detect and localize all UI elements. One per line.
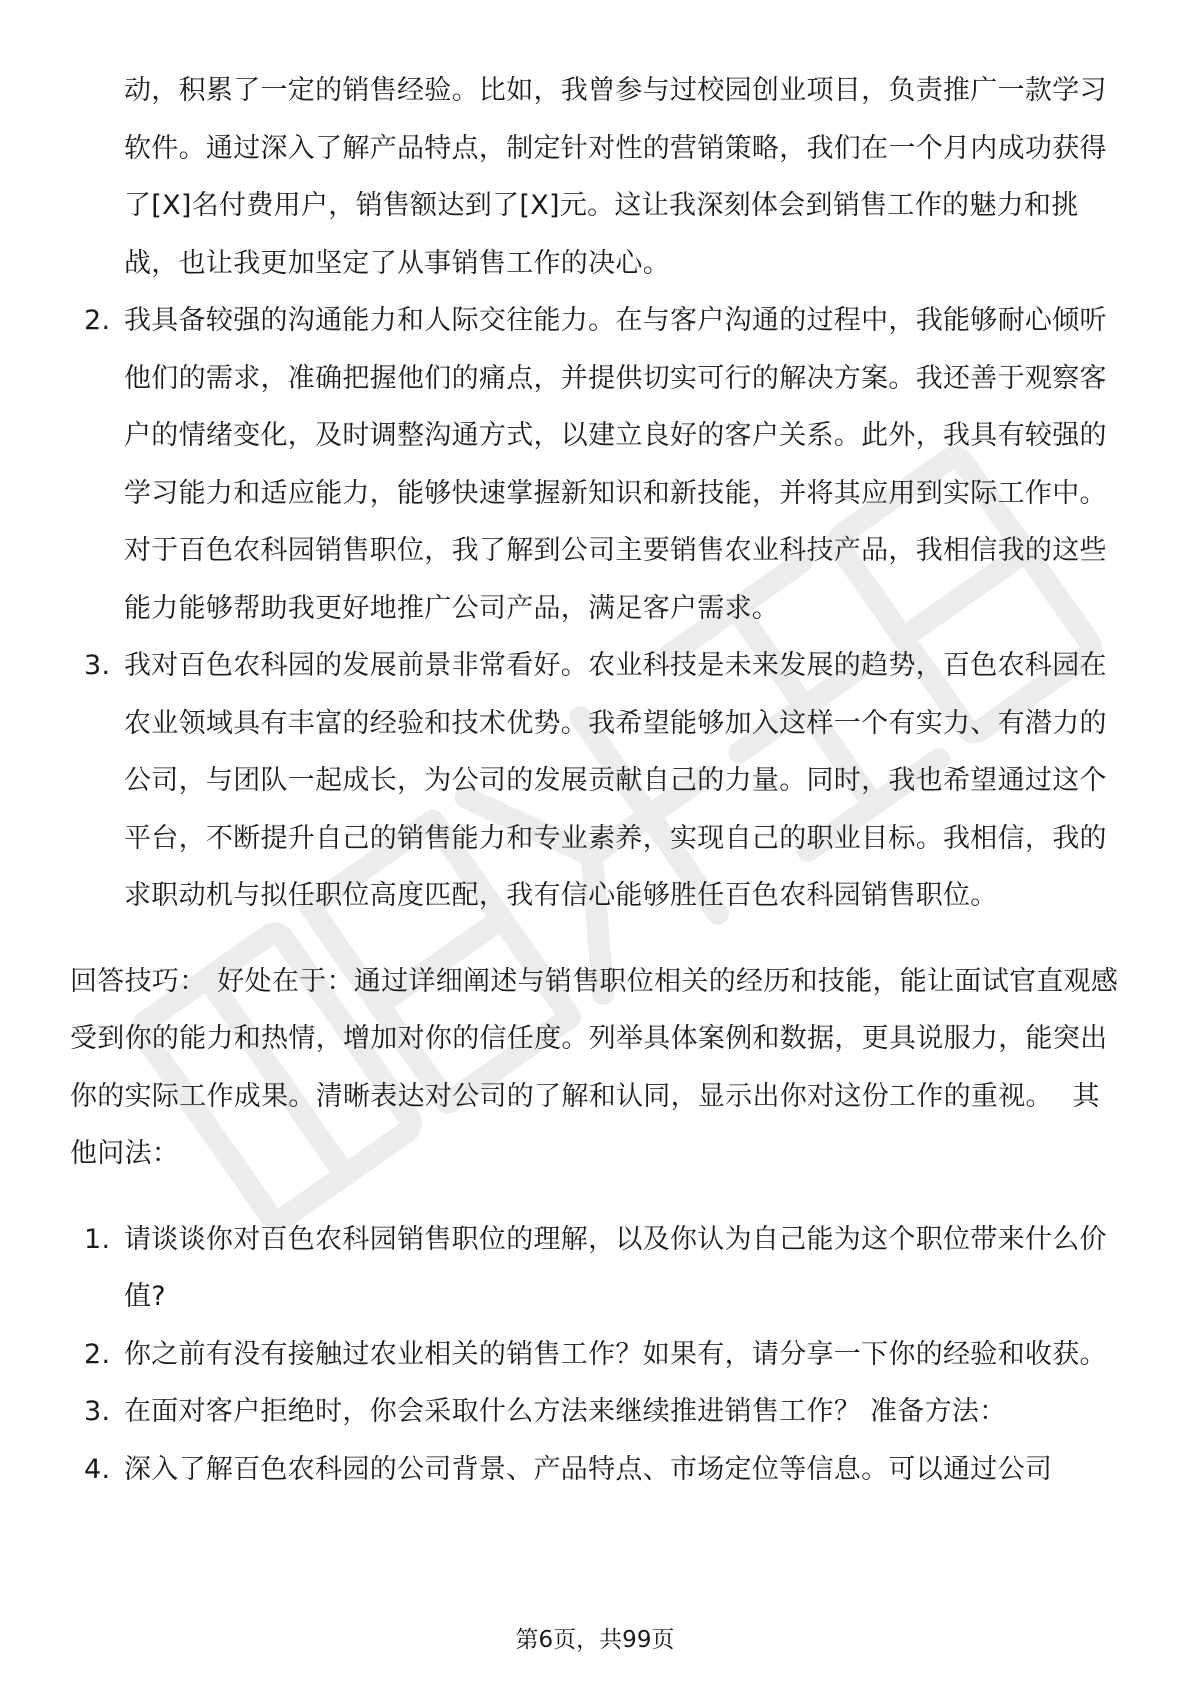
list-item-number: 2. [84, 305, 111, 336]
other-questions-label: 其他问法： [70, 1080, 1100, 1169]
list-item-text: 深入了解百色农科园的公司背景、产品特点、市场定位等信息。可以通过公司 [124, 1453, 1053, 1485]
list-item-text: 我对百色农科园的发展前景非常看好。农业科技是未来发展的趋势，百色农科园在农业领域具有丰富的经验和技术优势。我希望能够加入这样一个有实力、有潜力的公司，与团队一起成长，为公司的发展贡献自己的力量。同时，我也希望通过这个平台，不断提升自己的销售能力和专业素养，实现自己的职业目标。我相信，我的求职动机与拟任职位高度匹配，我有信心能够胜任百色农科园销售职位。 [124, 650, 1107, 911]
list-item [70, 1441, 1120, 1499]
list-item [70, 1211, 1120, 1326]
list-item-text: 你之前有没有接触过农业相关的销售工作？如果有，请分享一下你的经验和收获。 [124, 1338, 1107, 1370]
answer-tips-label: 回答技巧： [70, 965, 207, 997]
list-item-number: 1. [84, 1223, 111, 1255]
list-item-number: 2. [84, 1338, 111, 1370]
page-content [70, 70, 1120, 1498]
answer-tips-text: 好处在于：通过详细阐述与销售职位相关的经历和技能，能让面试官直观感受到你的能力和热情，增加对你的信任度。列举具体案例和数据，更具说服力，能突出你的实际工作成果。清晰表达对公司的了解和认同，显示出你对这份工作的重视。 [70, 965, 1119, 1112]
list-item-number: 4. [84, 1453, 111, 1485]
list-item-number: 3. [84, 650, 111, 681]
list-item [70, 62, 1120, 292]
list-item-text: 动，积累了一定的销售经验。比如，我曾参与过校园创业项目，负责推广一款学习软件。通过深入了解产品特点，制定针对性的营销策略，我们在一个月内成功获得了[X]名付费用户，销售额达到了[X]元。这让我深刻体会到销售工作的魅力和挑战，也让我更加坚定了从事销售工作的决心。 [124, 75, 1107, 279]
list-item-text: 我具备较强的沟通能力和人际交往能力。在与客户沟通的过程中，我能够耐心倾听他们的需求，准确把握他们的痛点，并提供切实可行的解决方案。我还善于观察客户的情绪变化，及时调整沟通方式，以建立良好的客户关系。此外，我具有较强的学习能力和适应能力，能够快速掌握新知识和新技能，并将其应用到实际工作中。对于百色农科园销售职位，我了解到公司主要销售农业科技产品，我相信我的这些能力能够帮助我更好地推广公司产品，满足客户需求。 [124, 305, 1107, 624]
list-item [70, 1383, 1120, 1441]
list-item [70, 292, 1120, 637]
list-item [70, 637, 1120, 925]
list-item-number: 3. [84, 1396, 111, 1427]
page-footer: 第6页，共99页 [515, 1627, 675, 1653]
list-item-text: 请谈谈你对百色农科园销售职位的理解，以及你认为自己能为这个职位带来什么价值? [124, 1223, 1107, 1312]
list-item [70, 1326, 1120, 1384]
list-item-text: 在面对客户拒绝时，你会采取什么方法来继续推进销售工作？ 准备方法： [124, 1396, 1007, 1427]
answer-tips-paragraph [70, 953, 1120, 1183]
